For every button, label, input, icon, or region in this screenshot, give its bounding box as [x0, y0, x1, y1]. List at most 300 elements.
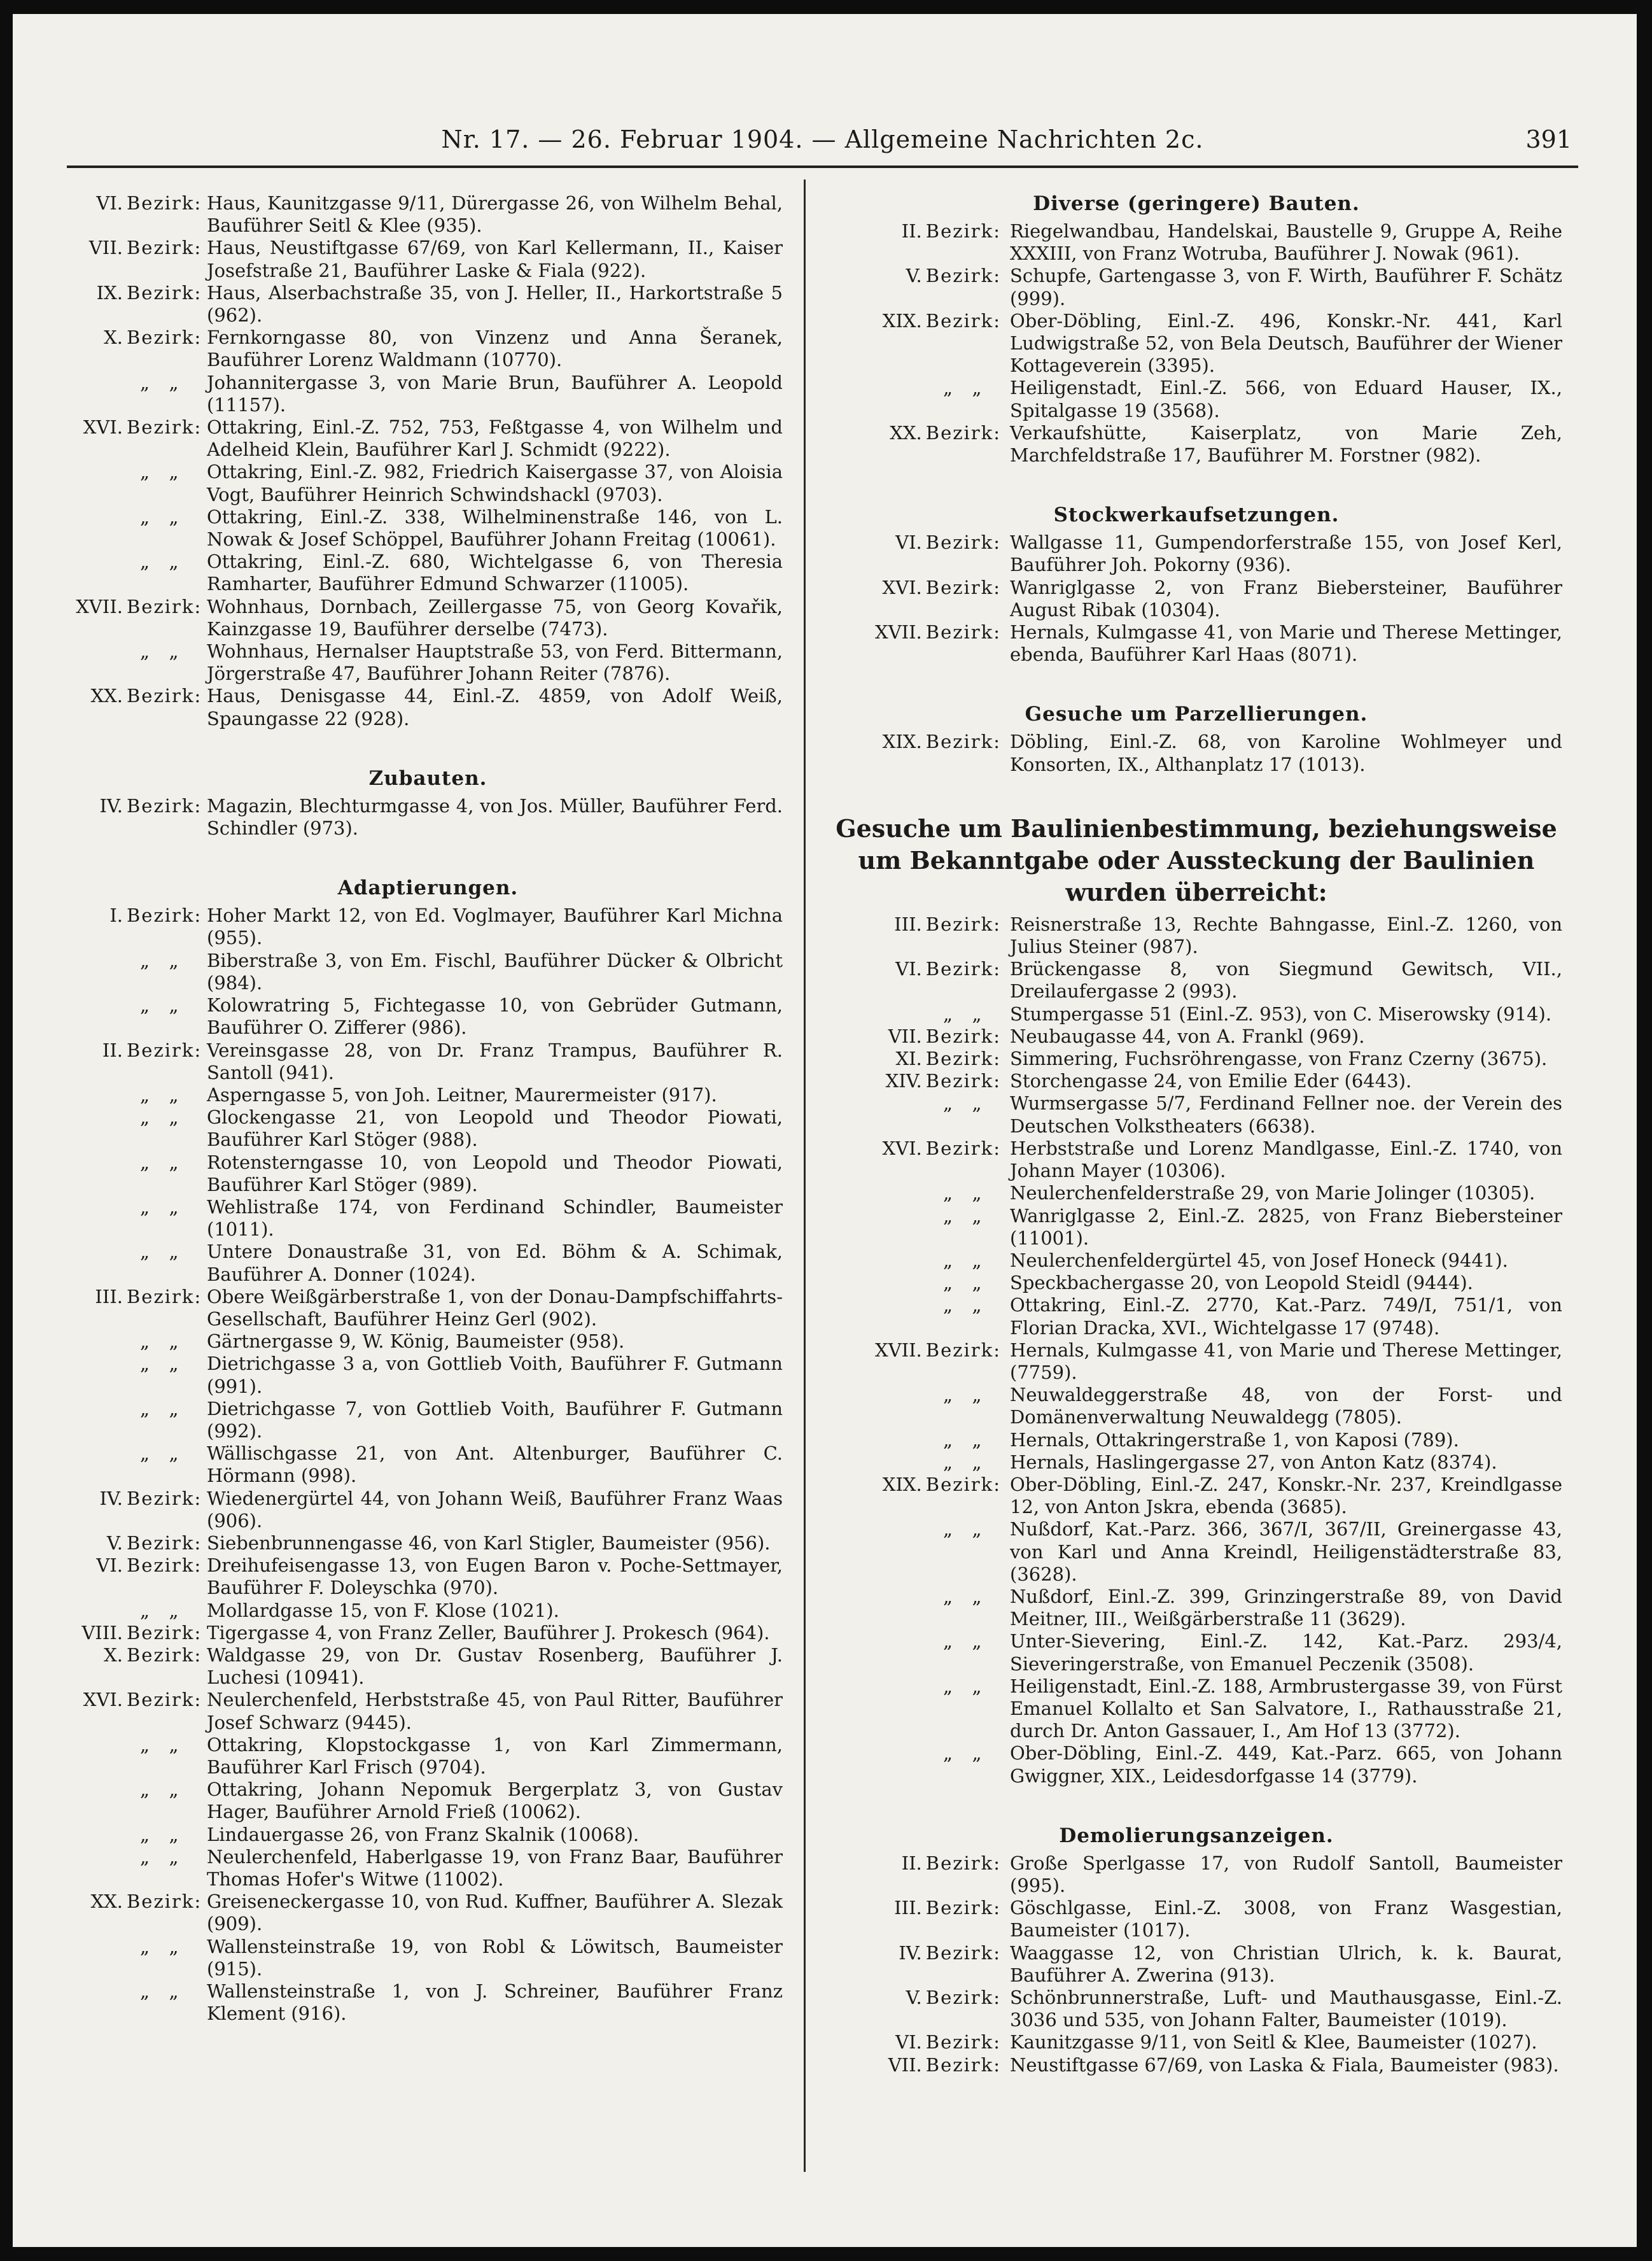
page-number: 391 [1525, 125, 1572, 153]
listing-entry [830, 1048, 1562, 1070]
district-number: „ [139, 1599, 150, 1621]
entry-text: Heiligenstadt, Einl.-Z. 566, von Eduard Hauser, IX., Spitalgasse 19 (3568). [1010, 377, 1562, 421]
district-number: „ [139, 1442, 150, 1465]
entry-district-label [830, 731, 1001, 775]
district-number: XVI. [83, 1689, 123, 1711]
entry-text: Nußdorf, Kat.-Parz. 366, 367/I, 367/II, Greinergasse 43, von Karl und Anna Kreindl, Heiligenstädterstraße 83, (3628). [1010, 1518, 1562, 1585]
district-number: „ [139, 1823, 150, 1845]
district-number: „ [139, 371, 150, 393]
entry-text: Lindauergasse 26, von Franz Skalnik (10068). [207, 1823, 640, 1845]
district-number: „ [139, 505, 150, 528]
entry-text: Wallgasse 11, Gumpendorferstraße 155, von Josef Kerl, Bauführer Joh. Pokorny (936). [1010, 532, 1562, 576]
entry-text: Unter-Sievering, Einl.-Z. 142, Kat.-Parz. 293/4, Sieveringerstraße, von Emanuel Peczenik (3508). [1010, 1630, 1562, 1675]
listing-entry [830, 1742, 1562, 1787]
listing-entry [73, 1488, 783, 1532]
district-number: III. [894, 1897, 922, 1919]
district-number: XX. [90, 685, 123, 707]
listing-entry [73, 282, 783, 327]
district-number: XVI. [882, 576, 922, 598]
entry-text: Heiligenstadt, Einl.-Z. 188, Armbrustergasse 39, von Fürst Emanuel Kollalto et San Salvatore, I., Rathausstraße 21, durch Dr. Anton Gassauer, I., Am Hof 13 (3772). [1010, 1675, 1562, 1742]
entry-text: Neulerchenfeld, Herbststraße 45, von Paul Ritter, Bauführer Josef Schwarz (9445). [207, 1689, 783, 1733]
entry-text: Ottakring, Einl.-Z. 680, Wichtelgasse 6, von Theresia Ramharter, Bauführer Edmund Schwarzer (11005). [207, 551, 783, 595]
entry-district-label [73, 1353, 198, 1397]
entry-district-label [830, 1070, 1001, 1092]
bezirk-label: Bezirk: [925, 1025, 1001, 1047]
listing-entry [73, 1196, 783, 1241]
ditto-mark: „ [169, 1083, 183, 1106]
district-number: „ [139, 1779, 150, 1801]
listing-entry [830, 731, 1562, 775]
bezirk-label: Bezirk: [925, 1048, 1001, 1070]
entry-district-label [830, 1272, 1001, 1294]
entry-district-label [830, 2054, 1001, 2076]
listing-entry [73, 1846, 783, 1891]
bezirk-label: Bezirk: [925, 1897, 1001, 1919]
listing-entry [73, 1330, 783, 1353]
listing-entry [73, 551, 783, 595]
entry-text: Kolowratring 5, Fichtegasse 10, von Gebrüder Gutmann, Bauführer O. Zifferer (986). [207, 994, 783, 1039]
entry-district-label [73, 1487, 202, 1532]
section-heading: Diverse (geringere) Bauten. [1033, 192, 1360, 215]
district-number: „ [942, 1092, 953, 1115]
entry-text: Neulerchenfelderstraße 29, von Marie Jolinger (10305). [1010, 1182, 1536, 1204]
entry-district-label [830, 1742, 1001, 1787]
listing-entry [830, 1205, 1562, 1250]
listing-entry [73, 192, 783, 237]
ditto-mark: „ [169, 1599, 183, 1621]
page-sheet [13, 14, 1637, 2247]
listing-entry [830, 1451, 1562, 1474]
ditto-mark: „ [972, 1675, 986, 1697]
entry-text: Waldgasse 29, von Dr. Gustav Rosenberg, Bauführer J. Luchesi (10941). [207, 1644, 783, 1689]
entry-district-label [73, 950, 198, 994]
listing-entry [830, 1675, 1562, 1743]
district-number: XX. [90, 1891, 123, 1913]
entry-district-label [73, 1600, 198, 1622]
district-number: VI. [96, 1554, 123, 1577]
district-number: XVI. [83, 416, 123, 439]
entry-district-label [830, 377, 1001, 421]
entry-text: Haus, Alserbachstraße 35, von J. Heller, II., Harkortstraße 5 (962). [207, 281, 783, 327]
district-number: „ [139, 461, 150, 483]
listing-entry [830, 1586, 1562, 1630]
entry-district-label [830, 577, 1001, 621]
entry-text: Dietrichgasse 7, von Gottlieb Voith, Bauführer F. Gutmann (992). [207, 1397, 783, 1442]
bezirk-label: Bezirk: [925, 1473, 1001, 1495]
listing-entry [830, 621, 1562, 666]
entry-text: Hernals, Haslingergasse 27, von Anton Katz (8374). [1010, 1451, 1497, 1473]
district-number: XVII. [76, 595, 123, 617]
entry-text: Wohnhaus, Dornbach, Zeillergasse 75, von Georg Kovařik, Kainzgasse 19, Bauführer derselbe (7473). [207, 595, 783, 640]
ditto-mark: „ [169, 640, 183, 663]
entry-district-label [830, 958, 1001, 1003]
entry-district-label [73, 1734, 198, 1779]
entry-text: Waaggasse 12, von Christian Ulrich, k. k. Baurat, Bauführer A. Zwerina (913). [1010, 1941, 1562, 1986]
listing-entry [73, 596, 783, 640]
listing-entry [830, 1942, 1562, 1987]
bezirk-label: Bezirk: [127, 1532, 202, 1554]
entry-district-label [73, 237, 202, 281]
bezirk-label: Bezirk: [127, 685, 202, 707]
ditto-mark: „ [169, 1823, 183, 1845]
district-number: VI. [895, 2031, 922, 2053]
entry-text: Wällischgasse 21, von Ant. Altenburger, Bauführer C. Hörmann (998). [207, 1442, 783, 1487]
entry-text: Johannitergasse 3, von Marie Brun, Bauführer A. Leopold (11157). [207, 371, 783, 416]
bezirk-label: Bezirk: [925, 958, 1001, 980]
entry-district-label [830, 1897, 1001, 1941]
bezirk-label: Bezirk: [925, 621, 1001, 644]
bezirk-label: Bezirk: [925, 265, 1001, 287]
listing-entry [73, 1600, 783, 1622]
entry-text: Greiseneckergasse 10, von Rud. Kuffner, Bauführer A. Slezak (909). [207, 1891, 783, 1935]
ditto-mark: „ [169, 1442, 183, 1465]
district-number: XIX. [882, 309, 922, 332]
entry-district-label [830, 1182, 1001, 1204]
entry-district-label [830, 2031, 1001, 2053]
district-number: X. [104, 1644, 123, 1666]
bezirk-label: Bezirk: [127, 416, 202, 439]
bezirk-label: Bezirk: [925, 1941, 1001, 1964]
district-number: IV. [99, 794, 123, 817]
listing-entry [830, 1138, 1562, 1182]
ditto-mark: „ [169, 1106, 183, 1129]
bezirk-label: Bezirk: [127, 1554, 202, 1577]
ditto-mark: „ [972, 1092, 986, 1115]
listing-entry [830, 1987, 1562, 2031]
listing-entry [73, 1398, 783, 1442]
entry-text: Dietrichgasse 3 a, von Gottlieb Voith, Bauführer F. Gutmann (991). [207, 1353, 783, 1397]
district-number: „ [139, 949, 150, 971]
listing-entry [73, 1039, 783, 1084]
bezirk-label: Bezirk: [127, 1621, 202, 1644]
bezirk-label: Bezirk: [925, 2031, 1001, 2053]
district-number: „ [139, 1083, 150, 1106]
district-number: IX. [96, 281, 123, 304]
entry-district-label [830, 1048, 1001, 1070]
district-number: „ [139, 1397, 150, 1419]
section-heading: Gesuche um Baulinienbestimmung, beziehungsweise um Bekanntgabe oder Aussteckung der Baulinien wurden überreicht: [836, 814, 1557, 906]
listing-entry [73, 1644, 783, 1689]
bezirk-label: Bezirk: [925, 1987, 1001, 2008]
section-heading: Adaptierungen. [337, 877, 519, 900]
listing-entry [830, 1852, 1562, 1897]
listing-entry [830, 2031, 1562, 2053]
entry-district-label [73, 994, 198, 1039]
entry-district-label [73, 1039, 202, 1084]
district-number: „ [139, 640, 150, 663]
entry-text: Neustiftgasse 67/69, von Laska & Fiala, Baumeister (983). [1010, 2053, 1559, 2076]
section-heading: Demolierungsanzeigen. [1059, 1824, 1334, 1847]
bezirk-label: Bezirk: [925, 913, 1001, 935]
bezirk-label: Bezirk: [925, 309, 1001, 332]
column-divider [804, 180, 806, 2172]
bezirk-label: Bezirk: [127, 905, 202, 927]
entry-district-label [830, 621, 1001, 666]
district-number: „ [942, 1294, 953, 1316]
bezirk-label: Bezirk: [925, 2053, 1001, 2076]
ditto-mark: „ [972, 1742, 986, 1764]
section-gap [73, 840, 783, 877]
entry-district-label [830, 1942, 1001, 1987]
entry-text: Kaunitzgasse 9/11, von Seitl & Klee, Baumeister (1027). [1010, 2031, 1537, 2053]
district-number: V. [906, 1987, 922, 2008]
district-number: XVII. [875, 1339, 922, 1361]
district-number: V. [106, 1532, 123, 1554]
entry-text: Mollardgasse 15, von F. Klose (1021). [207, 1599, 559, 1621]
ditto-mark: „ [169, 994, 183, 1017]
district-number: „ [139, 551, 150, 573]
listing-entry [73, 1152, 783, 1196]
entry-district-label [830, 220, 1001, 265]
entry-text: Herbststraße und Lorenz Mandlgasse, Einl.-Z. 1740, von Johann Mayer (10306). [1010, 1137, 1562, 1182]
ditto-mark: „ [169, 1935, 183, 1957]
entry-text: Riegelwandbau, Handelskai, Baustelle 9, Gruppe A, Reihe XXXIII, von Franz Wotruba, Bauführer J. Nowak (961). [1010, 220, 1562, 265]
listing-entry [830, 1518, 1562, 1586]
entry-district-label [830, 1429, 1001, 1451]
entry-text: Simmering, Fuchsröhrengasse, von Franz Czerny (3675). [1010, 1048, 1548, 1070]
listing-entry [73, 1980, 783, 2025]
bezirk-label: Bezirk: [127, 1644, 202, 1666]
entry-text: Ottakring, Klopstockgasse 1, von Karl Zimmermann, Bauführer Karl Frisch (9704). [207, 1733, 783, 1778]
district-number: VII. [888, 1025, 922, 1047]
entry-text: Ottakring, Einl.-Z. 2770, Kat.-Parz. 749/I, 751/1, von Florian Dracka, XVI., Wichtelgasse 17 (9748). [1010, 1294, 1562, 1339]
listing-entry [830, 1294, 1562, 1339]
section-heading: Gesuche um Parzellierungen. [1025, 703, 1368, 726]
entry-district-label [73, 327, 202, 371]
bezirk-label: Bezirk: [127, 794, 202, 817]
listing-entry [73, 1689, 783, 1733]
district-number: XI. [895, 1048, 922, 1070]
entry-text: Magazin, Blechturmgasse 4, von Jos. Müller, Bauführer Ferd. Schindler (973). [207, 794, 783, 840]
listing-entry [73, 1936, 783, 1980]
district-number: VIII. [81, 1621, 123, 1644]
district-number: „ [942, 1742, 953, 1764]
entry-district-label [73, 905, 202, 949]
entry-text: Neulerchenfeld, Haberlgasse 19, von Franz Baar, Bauführer Thomas Hofer's Witwe (11002). [207, 1845, 783, 1891]
listing-entry [830, 1092, 1562, 1137]
entry-district-label [73, 1084, 198, 1106]
listing-entry [73, 1622, 783, 1644]
bezirk-label: Bezirk: [925, 731, 1001, 753]
district-number: „ [139, 1195, 150, 1218]
entry-district-label [73, 1644, 202, 1689]
district-number: XIX. [882, 1473, 922, 1495]
entry-text: Stumpergasse 51 (Einl.-Z. 953), von C. Miserowsky (914). [1010, 1003, 1552, 1025]
district-number: „ [139, 1151, 150, 1173]
listing-entry [73, 1442, 783, 1487]
listing-entry [830, 1897, 1562, 1941]
entry-district-label [73, 192, 202, 237]
entry-district-label [73, 1824, 198, 1846]
entry-district-label [73, 372, 198, 416]
listing-entry [73, 795, 783, 840]
entry-district-label [73, 1241, 198, 1285]
listing-entry [830, 958, 1562, 1003]
ditto-mark: „ [972, 1294, 986, 1316]
entry-district-label [830, 1138, 1001, 1182]
bezirk-label: Bezirk: [127, 281, 202, 304]
running-title: Nr. 17. — 26. Februar 1904. — Allgemeine Nachrichten 2c. [441, 125, 1204, 153]
ditto-mark: „ [972, 1451, 986, 1473]
district-number: I. [109, 905, 123, 927]
district-number: „ [942, 1003, 953, 1025]
listing-entry [73, 994, 783, 1039]
bezirk-label: Bezirk: [127, 1891, 202, 1913]
header-rule [67, 166, 1578, 168]
district-number: „ [139, 1330, 150, 1353]
section-gap [73, 730, 783, 767]
entry-text: Siebenbrunnengasse 46, von Karl Stigler, Baumeister (956). [207, 1532, 771, 1554]
entry-district-label [73, 1689, 202, 1733]
ditto-mark: „ [169, 1779, 183, 1801]
entry-text: Ottakring, Einl.-Z. 752, 753, Feßtgasse 4, von Wilhelm und Adelheid Klein, Bauführer Karl J. Schmidt (9222). [207, 416, 783, 461]
entry-text: Wurmsergasse 5/7, Ferdinand Fellner noe. der Verein des Deutschen Volkstheaters (6638). [1010, 1092, 1562, 1137]
entry-district-label [830, 1987, 1001, 2031]
entry-text: Ober-Döbling, Einl.-Z. 247, Konskr.-Nr. 237, Kreindlgasse 12, von Anton Jskra, ebenda (3685). [1010, 1473, 1562, 1518]
district-number: „ [942, 1204, 953, 1227]
entry-district-label [830, 1630, 1001, 1675]
entry-district-label [830, 1025, 1001, 1048]
entry-district-label [830, 1852, 1001, 1897]
listing-entry [830, 310, 1562, 377]
listing-entry [830, 265, 1562, 309]
section-gap [830, 776, 1562, 813]
district-number: II. [901, 220, 922, 242]
entry-text: Brückengasse 8, von Siegmund Gewitsch, VII., Dreilaufergasse 2 (993). [1010, 958, 1562, 1003]
entry-text: Storchengasse 24, von Emilie Eder (6443). [1010, 1070, 1412, 1092]
district-number: „ [942, 1518, 953, 1540]
section-gap [830, 467, 1562, 504]
listing-entry [830, 1182, 1562, 1204]
bezirk-label: Bezirk: [127, 1285, 202, 1307]
entry-text: Wanriglgasse 2, von Franz Biebersteiner, Bauführer August Ribak (10304). [1010, 576, 1562, 621]
ditto-mark: „ [169, 1733, 183, 1756]
page-header [73, 125, 1572, 160]
bezirk-label: Bezirk: [127, 1689, 202, 1711]
entry-district-label [73, 551, 198, 595]
ditto-mark: „ [972, 1384, 986, 1406]
district-number: V. [906, 265, 922, 287]
listing-entry [73, 1554, 783, 1599]
entry-text: Hoher Markt 12, von Ed. Voglmayer, Bauführer Karl Michna (955). [207, 905, 783, 949]
entry-text: Tigergasse 4, von Franz Zeller, Bauführer J. Prokesch (964). [207, 1621, 770, 1644]
listing-entry [830, 1630, 1562, 1675]
bezirk-label: Bezirk: [127, 595, 202, 617]
bezirk-label: Bezirk: [127, 192, 202, 214]
entry-district-label [73, 1554, 202, 1599]
entry-district-label [73, 1621, 202, 1644]
bezirk-label: Bezirk: [127, 1487, 202, 1509]
entry-district-label [830, 1675, 1001, 1743]
listing-entry [73, 1286, 783, 1330]
listing-entry [830, 1272, 1562, 1294]
district-number: „ [942, 1182, 953, 1204]
ditto-mark: „ [972, 1249, 986, 1271]
entry-district-label [73, 1442, 198, 1487]
ditto-mark: „ [972, 1428, 986, 1451]
listing-entry [73, 461, 783, 505]
listing-entry [73, 416, 783, 461]
entry-district-label [73, 794, 202, 840]
bezirk-label: Bezirk: [127, 1039, 202, 1061]
listing-entry [830, 1250, 1562, 1272]
entry-text: Glockengasse 21, von Leopold und Theodor Piowati, Bauführer Karl Stöger (988). [207, 1106, 783, 1151]
left-column [73, 192, 783, 2025]
entry-text: Wanriglgasse 2, Einl.-Z. 2825, von Franz Biebersteiner (11001). [1010, 1204, 1562, 1249]
entry-district-label [830, 1294, 1001, 1339]
ditto-mark: „ [972, 1182, 986, 1204]
listing-entry [830, 1474, 1562, 1518]
bezirk-label: Bezirk: [925, 1070, 1001, 1092]
bezirk-label: Bezirk: [925, 220, 1001, 242]
entry-district-label [73, 1196, 198, 1241]
ditto-mark: „ [169, 505, 183, 528]
ditto-mark: „ [169, 949, 183, 971]
ditto-mark: „ [972, 1272, 986, 1294]
ditto-mark: „ [972, 1585, 986, 1607]
entry-district-label [73, 1846, 198, 1891]
district-number: VI. [895, 958, 922, 980]
entry-district-label [73, 1779, 198, 1823]
entry-text: Wiedenergürtel 44, von Johann Weiß, Bauführer Franz Waas (906). [207, 1487, 783, 1532]
section-gap [830, 1787, 1562, 1824]
entry-text: Neulerchenfeldergürtel 45, von Josef Honeck (9441). [1010, 1249, 1508, 1271]
entry-district-label [830, 1092, 1001, 1137]
entry-text: Vereinsgasse 28, von Dr. Franz Trampus, Bauführer R. Santoll (941). [207, 1039, 783, 1083]
bezirk-label: Bezirk: [925, 1852, 1001, 1874]
district-number: VII. [888, 2053, 922, 2076]
district-number: „ [139, 1353, 150, 1375]
entry-district-label [830, 265, 1001, 309]
ditto-mark: „ [972, 1518, 986, 1540]
listing-entry [830, 2054, 1562, 2076]
entry-text: Schönbrunnerstraße, Luft- und Mauthausgasse, Einl.-Z. 3036 und 535, von Johann Falter, Baumeister (1019). [1010, 1987, 1562, 2031]
right-column [830, 192, 1562, 2076]
entry-text: Hernals, Kulmgasse 41, von Marie und Therese Mettinger, ebenda, Bauführer Karl Haas (8071). [1010, 621, 1562, 666]
entry-district-label [73, 1936, 198, 1980]
district-number: „ [139, 994, 150, 1017]
entry-text: Speckbachergasse 20, von Leopold Steidl (9444). [1010, 1272, 1473, 1294]
entry-text: Ober-Döbling, Einl.-Z. 449, Kat.-Parz. 665, von Johann Gwiggner, XIX., Leidesdorfgasse 14 (3779). [1010, 1742, 1562, 1787]
entry-district-label [73, 1891, 202, 1935]
district-number: „ [942, 1272, 953, 1294]
entry-text: Große Sperlgasse 17, von Rudolf Santoll, Baumeister (995). [1010, 1852, 1562, 1896]
district-number: XVII. [875, 621, 922, 644]
entry-district-label [73, 595, 202, 640]
listing-entry [830, 913, 1562, 958]
entry-district-label [830, 1518, 1001, 1586]
listing-entry [73, 950, 783, 994]
ditto-mark: „ [169, 1330, 183, 1353]
listing-entry [830, 577, 1562, 621]
entry-text: Wohnhaus, Hernalser Hauptstraße 53, von Ferd. Bittermann, Jörgerstraße 47, Bauführer Johann Reiter (7876). [207, 640, 783, 685]
district-number: X. [104, 327, 123, 349]
district-number: „ [139, 1935, 150, 1957]
district-number: „ [139, 1106, 150, 1129]
entry-district-label [830, 1384, 1001, 1428]
section-gap [830, 666, 1562, 703]
district-number: XX. [890, 421, 922, 444]
entry-district-label [73, 1330, 198, 1353]
entry-text: Verkaufshütte, Kaiserplatz, von Marie Zeh, Marchfeldstraße 17, Bauführer M. Forstner (982). [1010, 421, 1562, 467]
district-number: XIX. [882, 731, 922, 753]
entry-text: Biberstraße 3, von Em. Fischl, Bauführer Dücker & Olbricht (984). [207, 949, 783, 994]
entry-text: Ottakring, Einl.-Z. 338, Wilhelminenstraße 146, von L. Nowak & Josef Schöppel, Bauführer Johann Freitag (10061). [207, 505, 783, 551]
entry-district-label [830, 1250, 1001, 1272]
ditto-mark: „ [169, 1151, 183, 1173]
listing-entry [830, 1429, 1562, 1451]
listing-entry [830, 1384, 1562, 1428]
